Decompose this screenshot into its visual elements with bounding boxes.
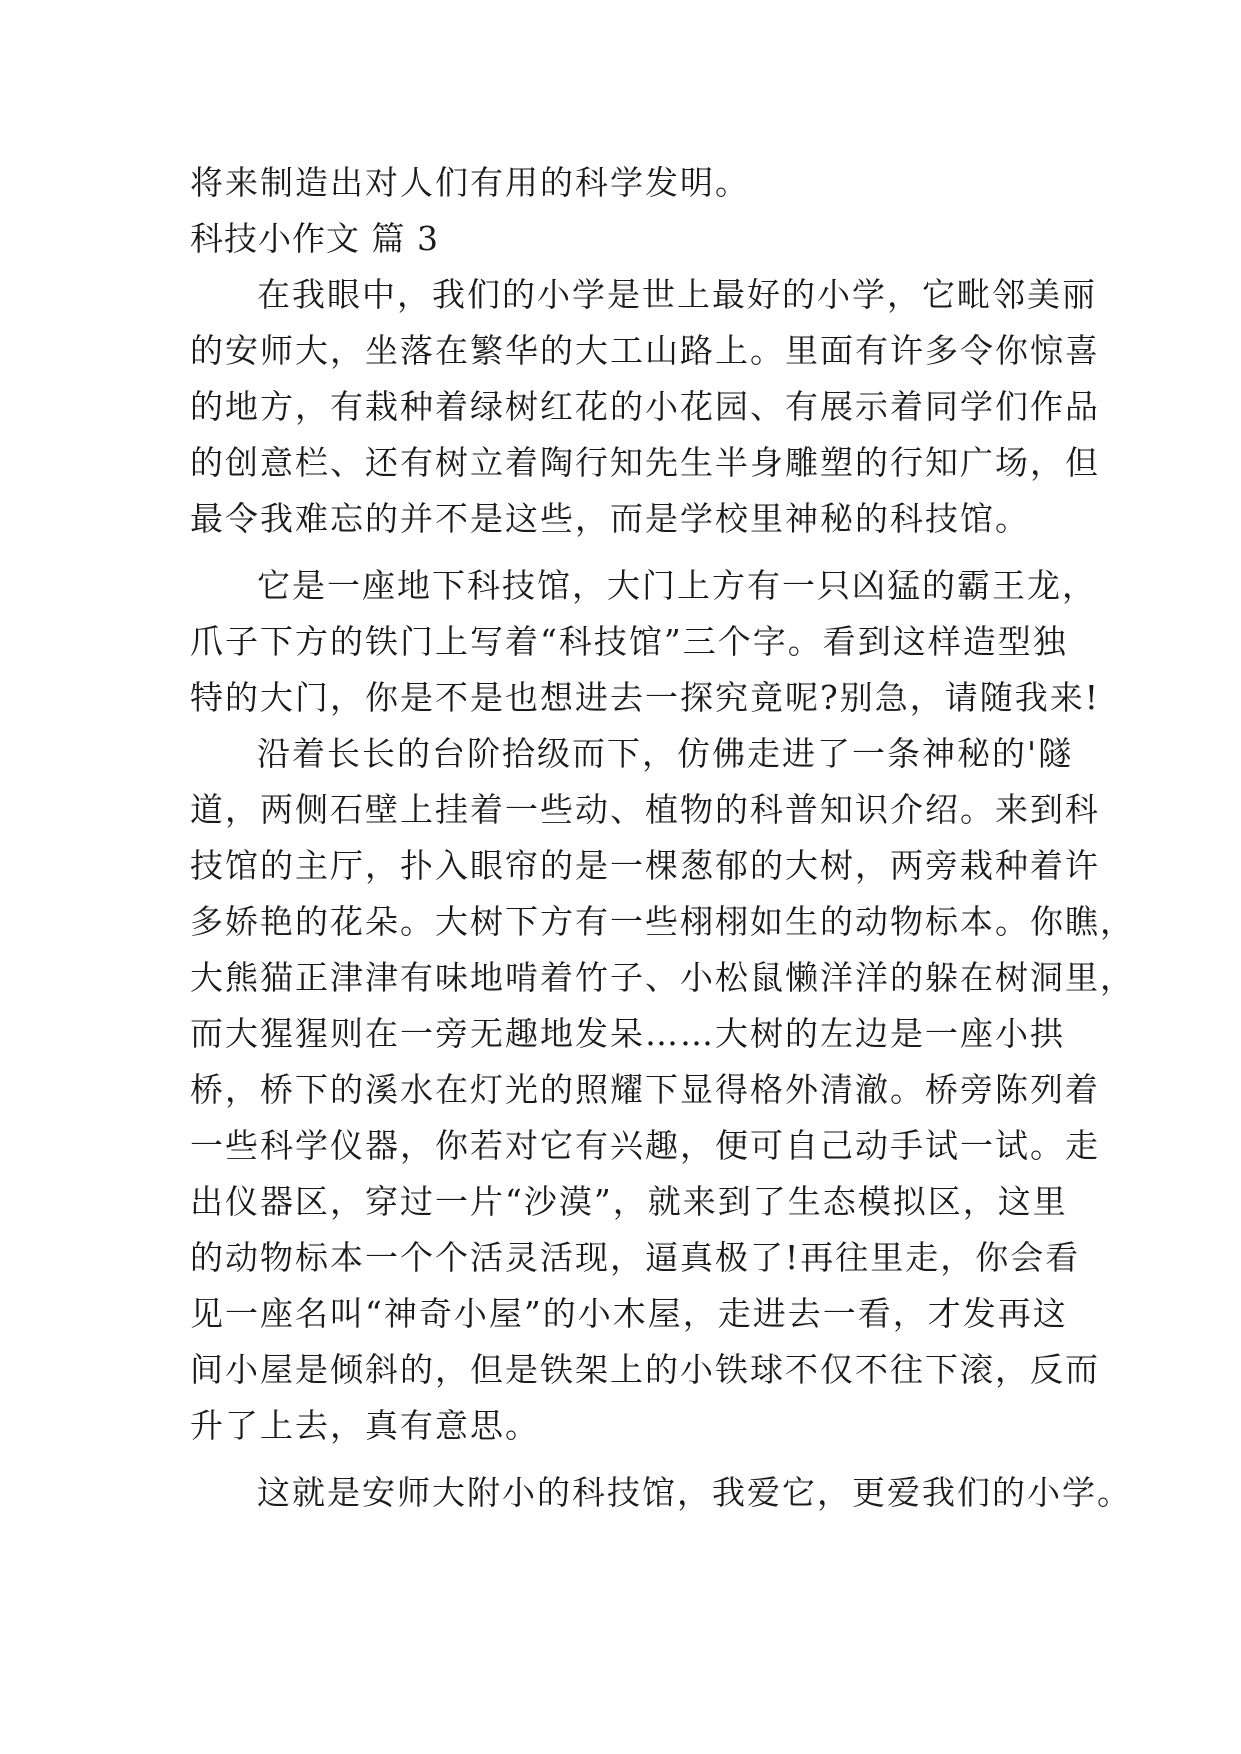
paragraph-line: 间小屋是倾斜的，但是铁架上的小铁球不仅不往下滚，反而 [190, 1350, 1100, 1389]
paragraph-line: 它是一座地下科技馆，大门上方有一只凶猛的霸王龙， [257, 566, 1097, 605]
paragraph-line: 而大猩猩则在一旁无趣地发呆……大树的左边是一座小拱 [190, 1014, 1065, 1053]
paragraph-line: 特的大门，你是不是也想进去一探究竟呢?别急，请随我来! [190, 678, 1100, 717]
paragraph-1 [190, 267, 1100, 547]
paragraph-3 [190, 726, 1135, 1454]
paragraph-line: 见一座名叫“神奇小屋”的小木屋，走进去一看，才发再这 [190, 1294, 1068, 1333]
paragraph-gap [190, 547, 1070, 558]
paragraph-line: 大熊猫正津津有味地啃着竹子、小松鼠懒洋洋的躲在树洞里， [190, 958, 1135, 997]
paragraph-4 [190, 1465, 1132, 1521]
paragraph-line: 沿着长长的台阶拾级而下，仿佛走进了一条神秘的'隧 [257, 734, 1074, 773]
paragraph-line: 一些科学仪器，你若对它有兴趣，便可自己动手试一试。走 [190, 1126, 1100, 1165]
paragraph-line: 多娇艳的花朵。大树下方有一些栩栩如生的动物标本。你瞧， [190, 902, 1135, 941]
section-heading: 科技小作文 篇 3 [190, 219, 439, 258]
lead-line: 将来制造出对人们有用的科学发明。 [190, 163, 750, 202]
paragraph-line: 这就是安师大附小的科技馆，我爱它，更爱我们的小学。 [257, 1473, 1132, 1512]
paragraph-2 [190, 558, 1100, 726]
paragraph-line: 的安师大，坐落在繁华的大工山路上。里面有许多令你惊喜 [190, 331, 1100, 370]
paragraph-line: 爪子下方的铁门上写着“科技馆”三个字。看到这样造型独 [190, 622, 1068, 661]
paragraph-line: 桥，桥下的溪水在灯光的照耀下显得格外清澈。桥旁陈列着 [190, 1070, 1100, 1109]
paragraph-line: 升了上去，真有意思。 [190, 1406, 540, 1445]
paragraph-gap [190, 1454, 1070, 1465]
paragraph-line: 的地方，有栽种着绿树红花的小花园、有展示着同学们作品 [190, 387, 1100, 426]
paragraph-line: 出仪器区，穿过一片“沙漠”，就来到了生态模拟区，这里 [190, 1182, 1068, 1221]
document-page [190, 155, 1135, 1521]
paragraph-line: 技馆的主厅，扑入眼帘的是一棵葱郁的大树，两旁栽种着许 [190, 846, 1100, 885]
paragraph-line: 最令我难忘的并不是这些，而是学校里神秘的科技馆。 [190, 499, 1030, 538]
paragraph-line: 道，两侧石壁上挂着一些动、植物的科普知识介绍。来到科 [190, 790, 1100, 829]
paragraph-line: 的创意栏、还有树立着陶行知先生半身雕塑的行知广场，但 [190, 443, 1100, 482]
paragraph-line: 的动物标本一个个活灵活现，逼真极了!再往里走，你会看 [190, 1238, 1081, 1277]
paragraph-line: 在我眼中，我们的小学是世上最好的小学，它毗邻美丽 [257, 275, 1097, 314]
